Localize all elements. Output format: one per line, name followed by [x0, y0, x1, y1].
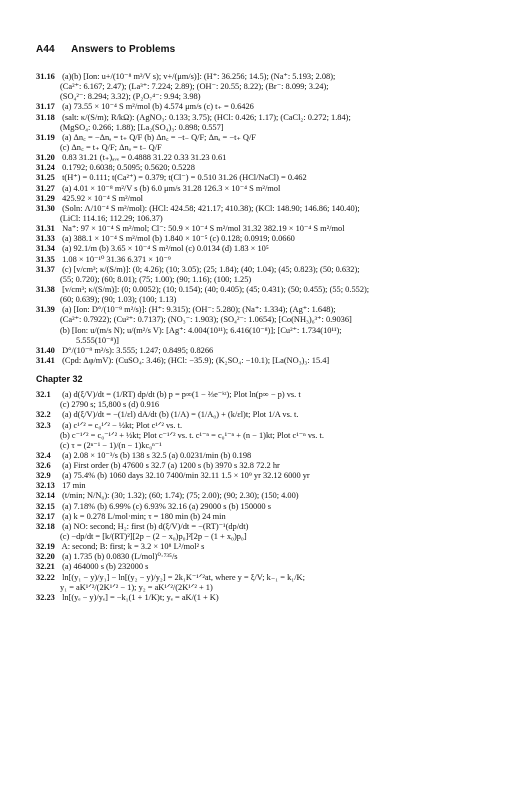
problem-number: 31.35 — [36, 254, 55, 264]
answer-line — [36, 204, 498, 214]
answer-text: (60; 0.639); (90; 1.03); (100; 1.13) — [60, 295, 177, 305]
answer-text: (t/min; N/N₀): (30; 1.32); (60; 1.74); (75; 2.00); (90; 2.30); (150; 4.00) — [62, 491, 299, 501]
answer-text: (a) 2.08 × 10⁻³/s (b) 138 s 32.5 (a) 0.0231/min (b) 0.198 — [62, 450, 252, 460]
answer-line — [36, 265, 498, 275]
answer-line — [36, 400, 498, 410]
answer-line — [36, 532, 498, 542]
problem-number: 32.13 — [36, 481, 55, 491]
problem-number: 31.40 — [36, 345, 55, 355]
problem-number: 32.17 — [36, 511, 55, 521]
answer-text: (salt: κ/(S/m); R/kΩ): (AgNO₃: 0.133; 3.75); (HCl: 0.426; 1.17); (CaCl₂: 0.272; 1.84); — [62, 112, 351, 122]
answer-text: (b) c⁻¹ᐟ² = c₀⁻¹ᐟ² + ½kt; Plot c⁻¹ᐟ² vs. t. c¹⁻ⁿ = c₀¹⁻ⁿ + (n − 1)kt; Plot c¹⁻ⁿ vs. t. — [60, 430, 324, 440]
answer-line — [36, 244, 498, 254]
answer-text: (MgSO₄: 0.266; 1.88); [La₂(SO₄)₃: 0.898; 0.557] — [60, 122, 224, 132]
answer-text: (55; 0.720); (60; 8.01); (75; 1.00); (90; 1.16); (100; 1.25) — [60, 274, 252, 284]
answer-line — [36, 113, 498, 123]
problem-number: 31.41 — [36, 355, 55, 365]
answer-text: (a) d(ξ/V)/dt = −(1/εl) dA/dt (b) (1/A) = (1/A₀) + (k/εl)t; Plot 1/A vs. t. — [62, 410, 299, 420]
problem-number: 31.38 — [36, 284, 55, 294]
answer-text: (Soln: Λ/10⁻⁴ S m²/mol): (HCl: 424.58; 421.17; 410.38); (KCl: 148.90; 146.86; 140.40); — [62, 203, 360, 213]
answer-line — [36, 356, 498, 366]
problem-number: 32.2 — [36, 410, 51, 420]
answer-line — [36, 481, 498, 491]
answer-text: (c) [v/cm³; κ/(S/m)]: (0; 4.26); (10; 3.05); (25; 1.84); (40; 1.04); (45; 0.823); (50; 0.632); — [62, 264, 360, 274]
running-title: Answers to Problems — [71, 44, 176, 55]
answer-text: (a) 464000 s (b) 232000 s — [62, 562, 149, 572]
problem-number: 31.19 — [36, 132, 55, 142]
answer-line — [36, 255, 498, 265]
answer-line — [36, 502, 498, 512]
answer-line — [36, 102, 498, 112]
answer-line — [36, 390, 498, 400]
answer-line — [36, 562, 498, 572]
answer-text: (a) 75.4% (b) 1060 days 32.10 7400/min 32.11 1.5 × 10⁹ yr 32.12 6000 yr — [62, 471, 310, 481]
answer-line — [36, 542, 498, 552]
problem-number: 32.15 — [36, 501, 55, 511]
problem-number: 31.37 — [36, 264, 55, 274]
problem-number: 32.22 — [36, 572, 55, 582]
problem-number: 31.20 — [36, 153, 55, 163]
answer-text: [v/cm³; κ/(S/m)]: (0; 0.0052); (10; 0.154); (40; 0.405); (45; 0.431); (50; 0.455); (55; 0.552); — [62, 284, 370, 294]
answer-line — [36, 153, 498, 163]
answer-line — [36, 512, 498, 522]
chapter-31-answers — [36, 72, 498, 366]
answer-text: (LiCl: 114.16; 112.29; 106.37) — [60, 213, 163, 223]
answer-line — [36, 275, 498, 285]
answer-text: (a) 73.55 × 10⁻⁴ S m²/mol (b) 4.574 μm/s (c) t₊ = 0.6426 — [62, 102, 254, 112]
problem-number: 31.16 — [36, 72, 55, 81]
answer-line — [36, 451, 498, 461]
problem-number: 31.33 — [36, 234, 55, 244]
answer-text: (a) 92.1/m (b) 3.65 × 10⁻⁴ S m²/mol (c) 0.0134 (d) 1.83 × 10⁵ — [62, 244, 269, 254]
problem-number: 31.31 — [36, 224, 55, 234]
answer-text: 17 min — [62, 481, 86, 491]
answer-text: (a)(b) [Ion: u+/(10⁻⁸ m²/V s); v+/(μm/s)]: (H⁺: 36.256; 14.5); (Na⁺: 5.193; 2.08); — [62, 72, 336, 81]
answer-text: 5.555(10⁻⁸)] — [76, 335, 119, 345]
answer-text: (Ca²⁺: 0.7922); (Cu²⁺: 0.7137); (NO₃⁻: 1.903); (SO₄²⁻: 1.0654); [Co(NH₃)₆³⁺: 0.9036] — [60, 315, 352, 325]
answer-line — [36, 421, 498, 431]
page-number: A44 — [36, 44, 55, 55]
problem-number: 31.39 — [36, 305, 55, 315]
answer-text: (b) [Ion: u/(m/s N); u/(m²/s V): [Ag⁺: 4.004(10¹¹); 6.416(10⁻⁸)]; [Cu²⁺: 1.734(10¹¹); — [60, 325, 342, 335]
answer-text: ln[(y₁ − y)/y₁] − ln[(y₂ − y)/y₂] = 2k₁K⁻¹ᐟ²at, where y = ξ/V; k₋₁ = k₁/K; — [62, 572, 305, 582]
answer-line — [36, 336, 498, 346]
answer-line — [36, 315, 498, 325]
problem-number: 31.18 — [36, 112, 55, 122]
answer-text: ln[(yₑ − y)/yₑ] = −k₁(1 + 1/K)t; yₑ = aK/(1 + K) — [62, 592, 219, 602]
answer-text: (a) 388.1 × 10⁻⁴ S m²/mol (b) 1.840 × 10⁻⁵ (c) 0.128; 0.0919; 0.0660 — [62, 234, 295, 244]
answer-text: (a) NO: second; H₂: first (b) d(ξ/V)/dt = −(RT)⁻¹(dp/dt) — [62, 521, 249, 531]
answer-line — [36, 295, 498, 305]
problem-number: 31.24 — [36, 163, 55, 173]
answer-text: t(H⁺) = 0.111; t(Ca²⁺) = 0.379; t(Cl⁻) = 0.510 31.26 (HCl/NaCl) = 0.462 — [62, 173, 307, 183]
answer-line — [36, 214, 498, 224]
answer-line — [36, 593, 498, 603]
answer-text: 0.1792; 0.6038; 0.5095; 0.5620; 0.5228 — [62, 163, 195, 173]
answer-line — [36, 346, 498, 356]
problem-number: 32.19 — [36, 542, 55, 552]
answer-text: (a) [Ion: D°/(10⁻⁹ m²/s)]: (H⁺: 9.315); (OH⁻: 5.280); (Na⁺: 1.334); (Ag⁺: 1.648); — [62, 305, 336, 315]
answer-text: Na⁺: 97 × 10⁻⁴ S m²/mol; Cl⁻: 50.9 × 10⁻⁴ S m²/mol 31.32 382.19 × 10⁻⁴ S m²/mol — [62, 224, 345, 234]
problem-number: 32.18 — [36, 521, 55, 531]
answer-line — [36, 410, 498, 420]
answer-text: 425.92 × 10⁻⁴ S m²/mol — [62, 193, 143, 203]
answer-text: (a) First order (b) 47600 s 32.7 (a) 1200 s (b) 3970 s 32.8 72.2 hr — [62, 461, 280, 471]
problem-number: 31.30 — [36, 203, 55, 213]
answer-text: (SO₄²⁻: 8.294; 3.32); (P₂O₇⁴⁻: 9.94; 3.98) — [60, 92, 201, 102]
answer-line — [36, 143, 498, 153]
answer-text: (a) Δn꜀ = −Δnₐ = t₊ Q/F (b) Δn꜀ = −t₋ Q/F; Δnₐ = −t₊ Q/F — [62, 132, 256, 142]
answer-line — [36, 92, 498, 102]
problem-number: 32.6 — [36, 461, 51, 471]
answer-text: (a) 1.735 (b) 0.0830 (L/mol)⁰·⁷³⁵/s — [62, 552, 178, 562]
answer-line — [36, 133, 498, 143]
problem-number: 31.17 — [36, 102, 55, 112]
running-head — [36, 44, 175, 55]
problem-number: 31.29 — [36, 193, 55, 203]
answer-text: (a) 4.01 × 10⁻⁸ m²/V s (b) 6.0 μm/s 31.28 126.3 × 10⁻⁴ S m²/mol — [62, 183, 281, 193]
answer-text: (c) 2790 s; 15,800 s (d) 0.916 — [60, 400, 160, 410]
problem-number: 32.9 — [36, 471, 51, 481]
answer-line — [36, 173, 498, 183]
answer-line — [36, 552, 498, 562]
problem-number: 32.14 — [36, 491, 55, 501]
answers-body — [36, 72, 498, 603]
answer-line — [36, 234, 498, 244]
answer-line — [36, 285, 498, 295]
problem-number: 32.3 — [36, 420, 51, 430]
answer-line — [36, 72, 498, 82]
problem-number: 32.21 — [36, 562, 55, 572]
answer-text: (Ca²⁺: 6.167; 2.47); (La³⁺: 7.224; 2.89); (OH⁻: 20.55; 8.22); (Br⁻: 8.099; 3.24); — [60, 82, 329, 92]
chapter-heading: Chapter 32 — [36, 374, 83, 385]
answer-line — [36, 224, 498, 234]
answer-text: A: second; B: first; k = 3.2 × 10⁸ L²/mol² s — [61, 542, 205, 552]
answer-line — [36, 194, 498, 204]
answer-text: (a) c¹ᐟ² = c₀¹ᐟ² − ½kt; Plot c¹ᐟ² vs. t. — [62, 420, 183, 430]
answer-line — [36, 573, 498, 583]
answer-line — [36, 461, 498, 471]
problem-number: 32.1 — [36, 390, 51, 400]
answer-line — [36, 522, 498, 532]
answer-text: (c) Δn꜀ = t₊ Q/F; Δnₐ = t₋ Q/F — [60, 142, 162, 152]
answer-line — [36, 163, 498, 173]
answer-text: (a) k = 0.278 L/mol·min; τ = 180 min (b) 24 min — [62, 511, 226, 521]
answer-text: 0.83 31.21 (t₊)ₐᵥₑ = 0.4888 31.22 0.33 31.23 0.61 — [62, 153, 227, 163]
answer-line — [36, 326, 498, 336]
answer-text: y₁ = aK¹ᐟ²/(2K¹ᐟ² − 1); y₂ = aK¹ᐟ²/(2K¹ᐟ² + 1) — [60, 582, 213, 592]
problem-number: 31.34 — [36, 244, 55, 254]
answer-line — [36, 184, 498, 194]
problem-number: 32.4 — [36, 450, 51, 460]
answer-line — [36, 305, 498, 315]
answer-text: D°/(10⁻⁹ m²/s): 3.555; 1.247; 0.8495; 0.8266 — [62, 345, 214, 355]
answer-line — [36, 431, 498, 441]
problem-number: 32.23 — [36, 592, 55, 602]
problem-number: 31.27 — [36, 183, 55, 193]
answer-text: (a) 7.18% (b) 6.99% (c) 6.93% 32.16 (a) 29000 s (b) 150000 s — [62, 501, 271, 511]
problem-number: 32.20 — [36, 552, 55, 562]
answer-line — [36, 123, 498, 133]
chapter-32-answers — [36, 390, 498, 603]
answer-text: 1.08 × 10⁻¹⁰ 31.36 6.371 × 10⁻⁹ — [62, 254, 171, 264]
answer-line — [36, 491, 498, 501]
answer-text: (c) τ = (2ⁿ⁻¹ − 1)/(n − 1)kc₀ⁿ⁻¹ — [60, 440, 162, 450]
answer-text: (c) −dp/dt = [k/(RT)²][2p − (2 − x₀)p₀]²[2p − (1 + x₀)p₀] — [60, 532, 247, 542]
answer-line — [36, 82, 498, 92]
problem-number: 31.25 — [36, 173, 55, 183]
answer-text: (Cpd: Δφ/mV): (CuSO₄: 3.46); (HCl: −35.9); (K₂SO₄: −10.1); [La(NO₃)₃: 15.4] — [62, 355, 330, 365]
answer-line — [36, 441, 498, 451]
answer-line — [36, 583, 498, 593]
answer-line — [36, 471, 498, 481]
answer-text: (a) d(ξ/V)/dt = (1/RT) dp/dt (b) p = p∞(1 − ⅔e⁻ᵏᵗ); Plot ln(p∞ − p) vs. t — [62, 390, 301, 400]
